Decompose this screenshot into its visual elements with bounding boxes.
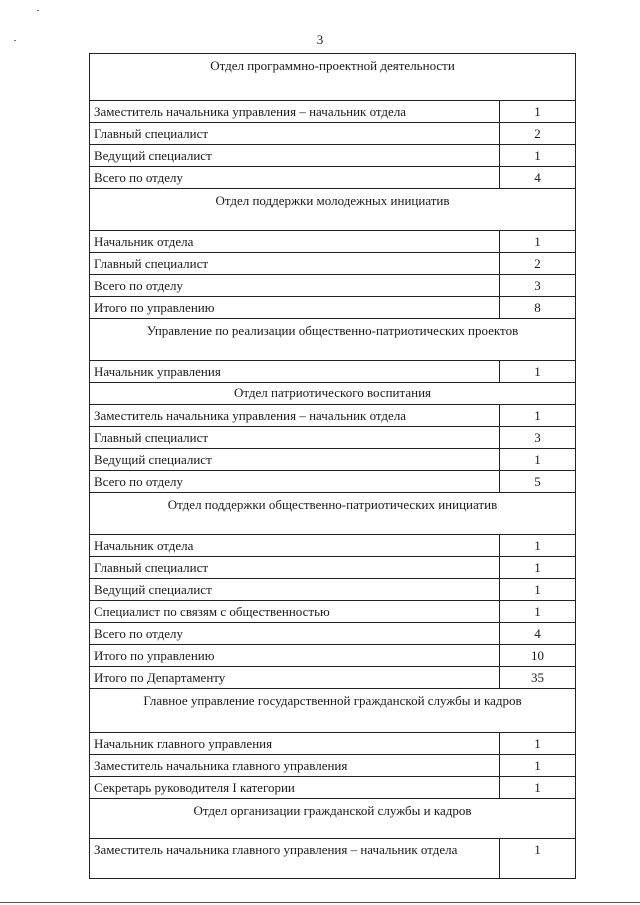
position-count: 1: [500, 145, 576, 167]
section-title-cell: [90, 493, 576, 535]
section-title-cell: [90, 383, 576, 405]
table-row: [90, 579, 576, 601]
scan-speck: [37, 10, 39, 11]
section-title: Управление по реализации общественно-патриотических проектов: [146, 323, 519, 338]
table-row: [90, 839, 576, 879]
section-header: [90, 319, 576, 361]
position-count: 1: [500, 449, 576, 471]
position-count: 5: [500, 471, 576, 493]
position-title: Главный специалист: [90, 123, 500, 145]
position-count: 1: [500, 361, 576, 383]
section-title: Отдел поддержки молодежных инициатив: [215, 193, 450, 208]
section-title: Отдел программно-проектной деятельности: [210, 58, 455, 73]
table-row: [90, 557, 576, 579]
page-bottom-edge: [0, 902, 640, 903]
position-count: 10: [500, 645, 576, 667]
position-title: Главный специалист: [90, 427, 500, 449]
section-title-cell: [90, 189, 576, 231]
section-title-cell: [90, 689, 576, 733]
position-title: Заместитель начальника главного управления – начальник отдела: [90, 839, 500, 879]
position-count: 4: [500, 623, 576, 645]
position-title: Специалист по связям с общественностью: [90, 601, 500, 623]
position-title: Всего по отделу: [90, 275, 500, 297]
position-title: Начальник управления: [90, 361, 500, 383]
position-title: Всего по отделу: [90, 623, 500, 645]
section-header: [90, 493, 576, 535]
position-count: 1: [500, 733, 576, 755]
position-title: Итого по управлению: [90, 297, 500, 319]
section-header: [90, 689, 576, 733]
position-count: 1: [500, 579, 576, 601]
position-count: 4: [500, 167, 576, 189]
page-number: 3: [316, 32, 324, 47]
position-title: Всего по отделу: [90, 471, 500, 493]
table-row: [90, 361, 576, 383]
position-count: 1: [500, 557, 576, 579]
position-count: 1: [500, 777, 576, 799]
staff-table: [89, 53, 576, 879]
section-title-cell: [90, 54, 576, 101]
table-row: [90, 535, 576, 557]
section-title-cell: [90, 319, 576, 361]
position-count: 8: [500, 297, 576, 319]
section-title: Главное управление государственной гражданской службы и кадров: [143, 693, 522, 708]
position-count: 3: [500, 275, 576, 297]
table-row: [90, 145, 576, 167]
position-count: 35: [500, 667, 576, 689]
table-row: [90, 297, 576, 319]
table-row: [90, 623, 576, 645]
section-header: [90, 383, 576, 405]
table-row: [90, 101, 576, 123]
table-row: [90, 645, 576, 667]
table-row: [90, 253, 576, 275]
table-row: [90, 449, 576, 471]
table-row: [90, 231, 576, 253]
section-header: [90, 799, 576, 839]
position-title: Всего по отделу: [90, 167, 500, 189]
position-count: 3: [500, 427, 576, 449]
table-row: [90, 755, 576, 777]
position-title: Ведущий специалист: [90, 145, 500, 167]
position-count: 1: [500, 839, 576, 879]
table-row: [90, 471, 576, 493]
table-row: [90, 427, 576, 449]
position-count: 1: [500, 101, 576, 123]
section-title: Отдел поддержки общественно-патриотических инициатив: [167, 497, 498, 512]
position-title: Итого по Департаменту: [90, 667, 500, 689]
position-title: Ведущий специалист: [90, 579, 500, 601]
table-row: [90, 777, 576, 799]
position-title: Секретарь руководителя I категории: [90, 777, 500, 799]
position-title: Главный специалист: [90, 557, 500, 579]
section-title: Отдел патриотического воспитания: [233, 385, 432, 400]
table-row: [90, 123, 576, 145]
section-title-cell: [90, 799, 576, 839]
position-title: Начальник главного управления: [90, 733, 500, 755]
position-title: Ведущий специалист: [90, 449, 500, 471]
table-row: [90, 601, 576, 623]
position-count: 2: [500, 123, 576, 145]
section-title: Отдел организации гражданской службы и кадров: [193, 803, 472, 818]
position-title: Главный специалист: [90, 253, 500, 275]
position-title: Начальник отдела: [90, 231, 500, 253]
table-row: [90, 167, 576, 189]
position-count: 1: [500, 601, 576, 623]
position-count: 2: [500, 253, 576, 275]
position-count: 1: [500, 231, 576, 253]
position-title: Заместитель начальника управления – начальник отдела: [90, 405, 500, 427]
section-header: [90, 189, 576, 231]
table-row: [90, 405, 576, 427]
position-title: Начальник отдела: [90, 535, 500, 557]
position-title: Итого по управлению: [90, 645, 500, 667]
position-title: Заместитель начальника главного управления: [90, 755, 500, 777]
position-count: 1: [500, 535, 576, 557]
section-header: [90, 54, 576, 101]
position-count: 1: [500, 755, 576, 777]
table-row: [90, 667, 576, 689]
position-count: 1: [500, 405, 576, 427]
position-title: Заместитель начальника управления – начальник отдела: [90, 101, 500, 123]
table-row: [90, 275, 576, 297]
table-row: [90, 733, 576, 755]
